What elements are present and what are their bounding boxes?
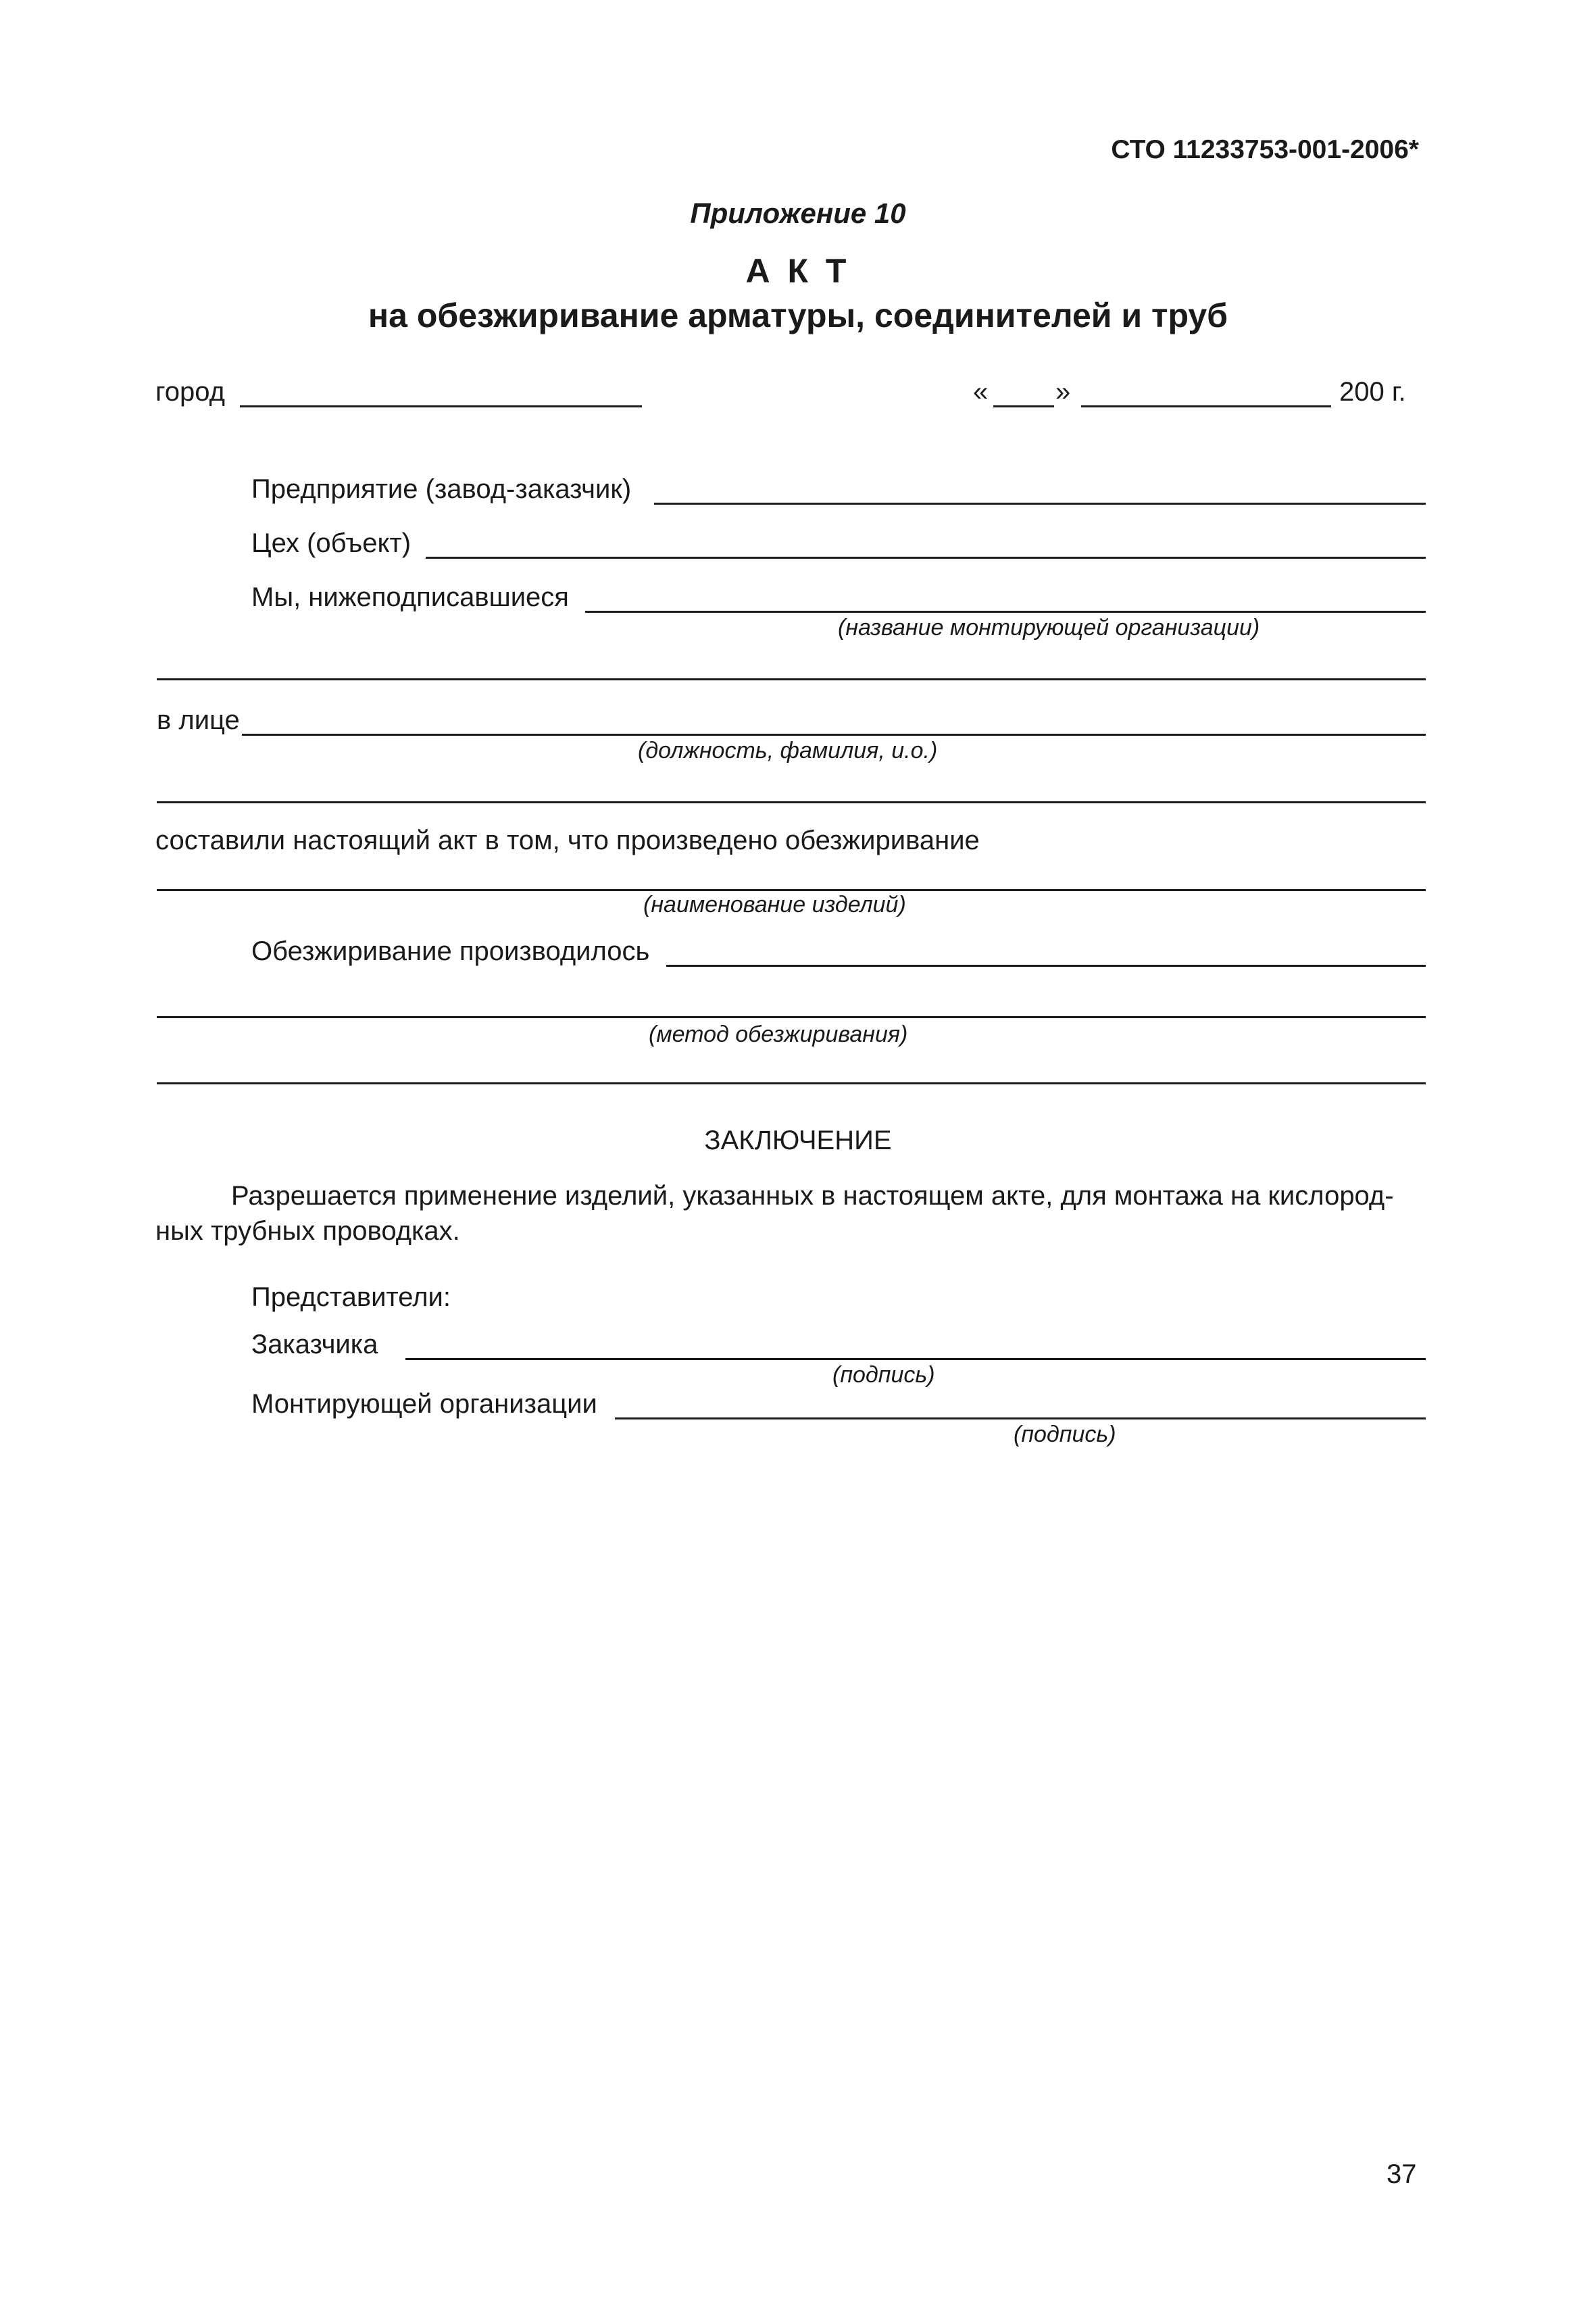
- date-quote-close: »: [1055, 377, 1071, 407]
- page-number: 37: [1387, 2159, 1417, 2189]
- person-caption: (должность, фамилия, и.о.): [638, 738, 938, 763]
- installer-label: Монтирующей организации: [251, 1389, 597, 1419]
- org-caption: (название монтирующей организации): [838, 615, 1260, 640]
- statement-text: составили настоящий акт в том, что произведено обезжиривание: [155, 826, 980, 855]
- date-month-field[interactable]: [1081, 405, 1331, 407]
- enterprise-label: Предприятие (завод-заказчик): [251, 474, 632, 504]
- org-field-line-2[interactable]: [157, 678, 1426, 680]
- representatives-label: Представители:: [251, 1282, 451, 1312]
- undersigned-field[interactable]: [585, 611, 1426, 613]
- conclusion-line-2: ных трубных проводках.: [155, 1216, 460, 1246]
- person-field-line-2[interactable]: [157, 801, 1426, 803]
- city-label: город: [155, 377, 225, 407]
- customer-signature-field[interactable]: [405, 1358, 1426, 1360]
- city-field[interactable]: [240, 405, 642, 407]
- signature-caption-1: (подпись): [832, 1362, 935, 1388]
- person-label: в лице: [157, 705, 240, 735]
- conclusion-line-1: Разрешается применение изделий, указанных в настоящем акте, для монтажа на кислород-: [231, 1181, 1394, 1211]
- workshop-label: Цех (объект): [251, 528, 412, 558]
- signature-caption-2: (подпись): [1014, 1422, 1116, 1447]
- items-caption: (наименование изделий): [643, 892, 906, 917]
- date-day-field[interactable]: [993, 405, 1054, 407]
- degreasing-field[interactable]: [666, 965, 1426, 967]
- degreasing-label: Обезжиривание производилось: [251, 936, 650, 966]
- method-caption: (метод обезжиривания): [649, 1022, 908, 1047]
- installer-signature-field[interactable]: [615, 1417, 1426, 1419]
- person-field[interactable]: [242, 734, 1426, 736]
- items-field[interactable]: [157, 889, 1426, 891]
- undersigned-label: Мы, нижеподписавшиеся: [251, 582, 569, 612]
- customer-label: Заказчика: [251, 1330, 378, 1359]
- method-field[interactable]: [157, 1016, 1426, 1018]
- method-field-line-2[interactable]: [157, 1082, 1426, 1084]
- conclusion-heading: ЗАКЛЮЧЕНИЕ: [704, 1126, 892, 1155]
- workshop-field[interactable]: [426, 557, 1426, 559]
- act-subtitle: на обезжиривание арматуры, соединителей и труб: [368, 297, 1228, 334]
- date-quote-open: «: [973, 377, 989, 407]
- year-label: 200 г.: [1339, 377, 1406, 407]
- enterprise-field[interactable]: [654, 503, 1426, 505]
- appendix-label: Приложение 10: [690, 197, 906, 229]
- document-code: СТО 11233753-001-2006*: [1111, 135, 1419, 164]
- act-title: А К Т: [745, 252, 851, 290]
